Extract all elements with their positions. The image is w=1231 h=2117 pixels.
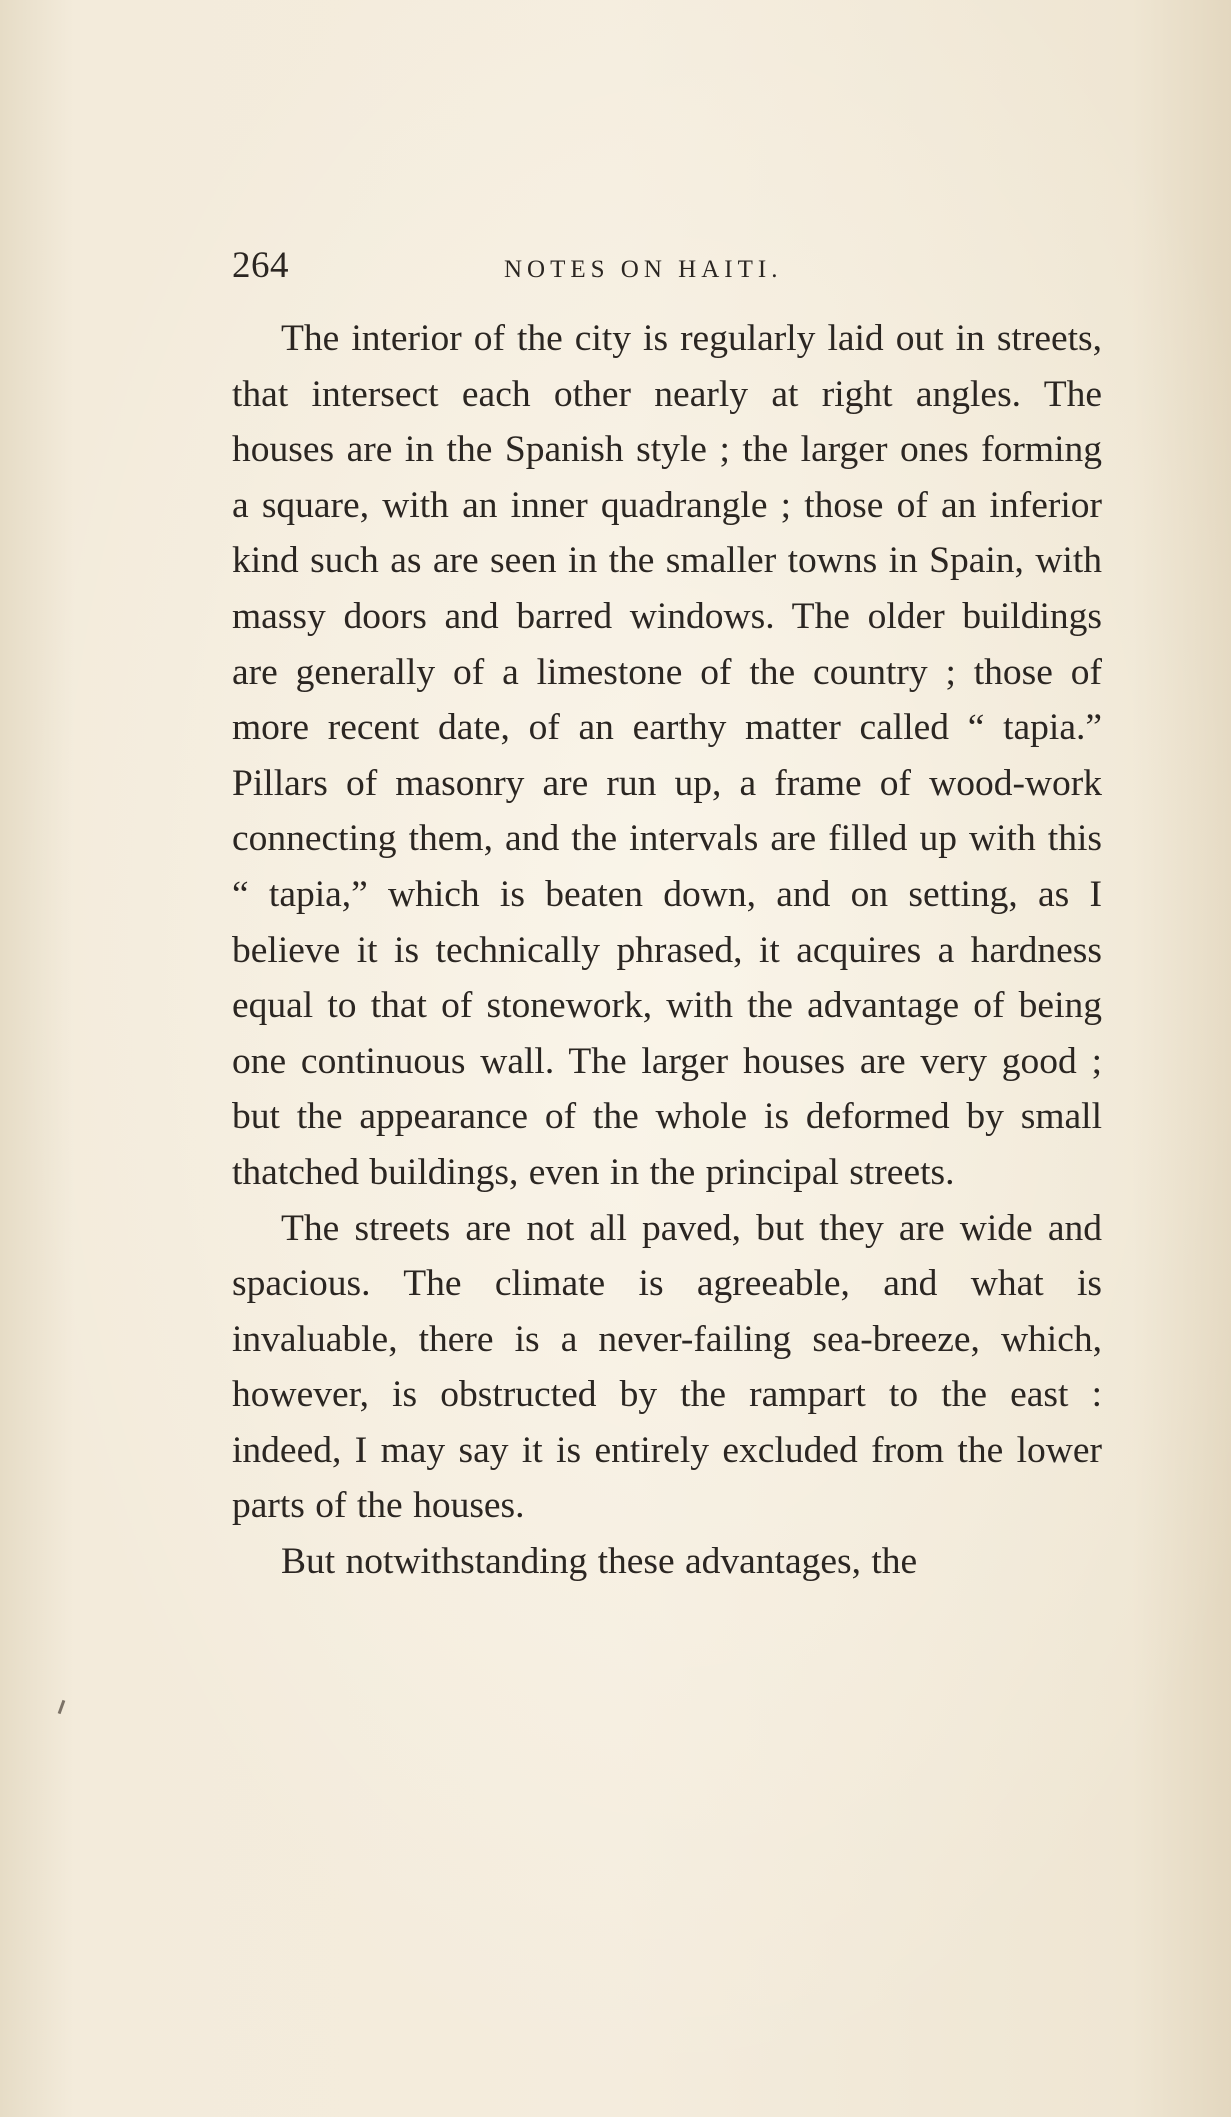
page-header xyxy=(232,238,860,294)
body-text xyxy=(232,311,1102,1590)
running-title: NOTES ON HAITI. xyxy=(504,256,783,283)
paragraph-3: But notwithstanding these advantages, the xyxy=(281,1541,918,1583)
page-number: 264 xyxy=(232,245,289,286)
paragraph-1: The interior of the city is regularly laid out in streets, that intersect each other nearly at right angles. The houses are in the Spanish style ; the larger ones forming a square, with an inner quadrangle ; those of an inferior kind such as are seen in the smaller towns in Spain, with massy doors and barred windows. The older buildings are generally of a limestone of the country ; those of more recent date, of an earthy matter called “ tapia.” Pillars of masonry are run up, a frame of wood-work connecting them, and the intervals are filled up with this “ tapia,” which is beaten down, and on setting, as I believe it is technically phrased, it acquires a hardness equal to that of stonework, with the advantage of being one continuous wall. The larger houses are very good ; but the appearance of the whole is deformed by small thatched buildings, even in the principal streets. xyxy=(232,318,1102,1193)
ink-speck xyxy=(58,1700,66,1714)
paragraph-2: The streets are not all paved, but they are wide and spacious. The climate is agreeable, and what is invaluable, there is a never-failing sea-breeze, which, however, is obstructed by the rampart to the east : indeed, I may say it is entirely excluded from the lower parts of the houses. xyxy=(232,1207,1102,1527)
